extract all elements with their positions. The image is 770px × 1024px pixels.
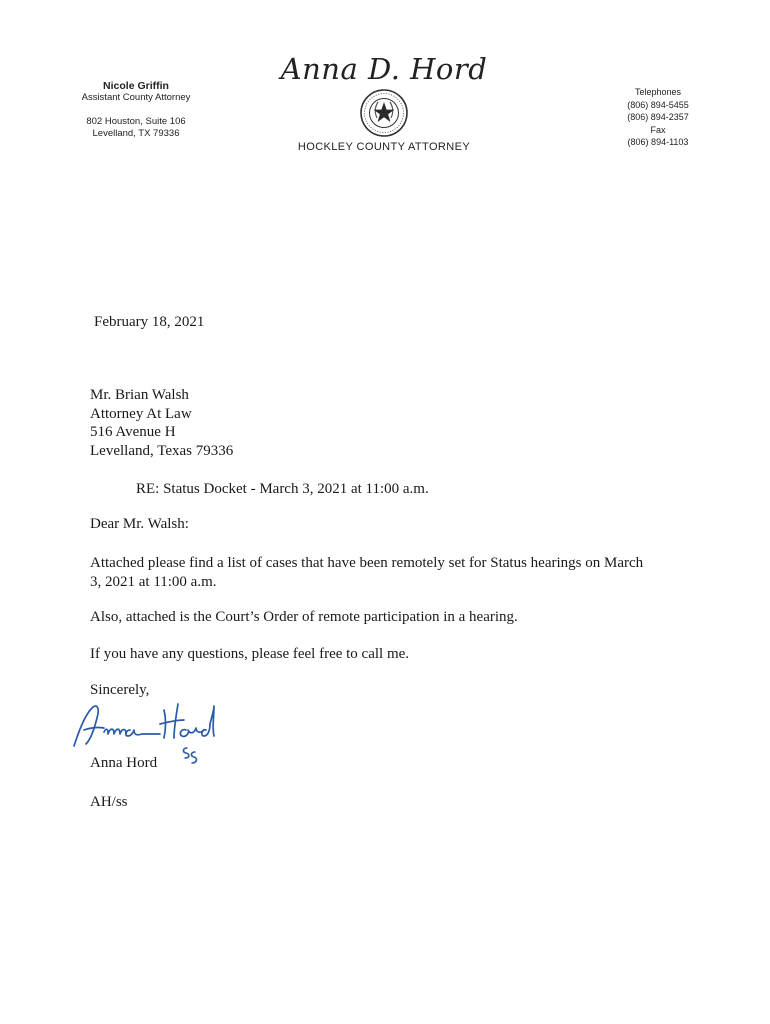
letterhead-right [606,86,710,149]
letterhead-center [268,50,500,153]
office-address-line1: 802 Houston, Suite 106 [86,116,186,127]
subject-line: RE: Status Docket - March 3, 2021 at 11:00 a.m. [136,481,429,497]
salutation: Dear Mr. Walsh: [90,516,189,532]
office-address-line2: Levelland, TX 79336 [92,128,180,139]
telephones-label: Telephones [634,87,682,97]
fax-label: Fax [650,124,666,135]
recipient-city: Levelland, Texas 79336 [90,442,234,459]
body-paragraph-1: Attached please find a list of cases that have been remotely set for Status hearings on March 3, 2021 at 11:00 a.m. [90,555,644,590]
signer-name: Anna Hord [90,755,158,771]
reference-initials: AH/ss [90,794,128,810]
handwritten-signature [64,694,224,756]
recipient-address [90,386,233,460]
body-paragraph-2: Also, attached is the Court’s Order of remote participation in a hearing. [90,609,518,625]
assistant-attorney-title: Assistant County Attorney [81,92,191,103]
county-attorney-script-name: Anna D. Hord [280,52,488,86]
closing: Sincerely, [90,682,150,698]
county-attorney-office-title: HOCKLEY COUNTY ATTORNEY [297,141,471,153]
recipient-name: Mr. Brian Walsh [90,387,189,403]
phone-number-1: (806) 894-5455 [627,99,689,110]
letter-date: February 18, 2021 [94,314,205,330]
signature-initials-mark [178,743,200,767]
assistant-attorney-name: Nicole Griffin [103,80,169,92]
recipient-title: Attorney At Law [90,405,192,422]
body-paragraph-3: If you have any questions, please feel free to call me. [90,646,410,662]
phone-number-2: (806) 894-2357 [627,112,689,122]
texas-star-seal-icon [359,88,409,138]
letterhead-left [70,80,202,140]
fax-number: (806) 894-1103 [627,137,689,147]
recipient-street: 516 Avenue H [90,424,176,440]
